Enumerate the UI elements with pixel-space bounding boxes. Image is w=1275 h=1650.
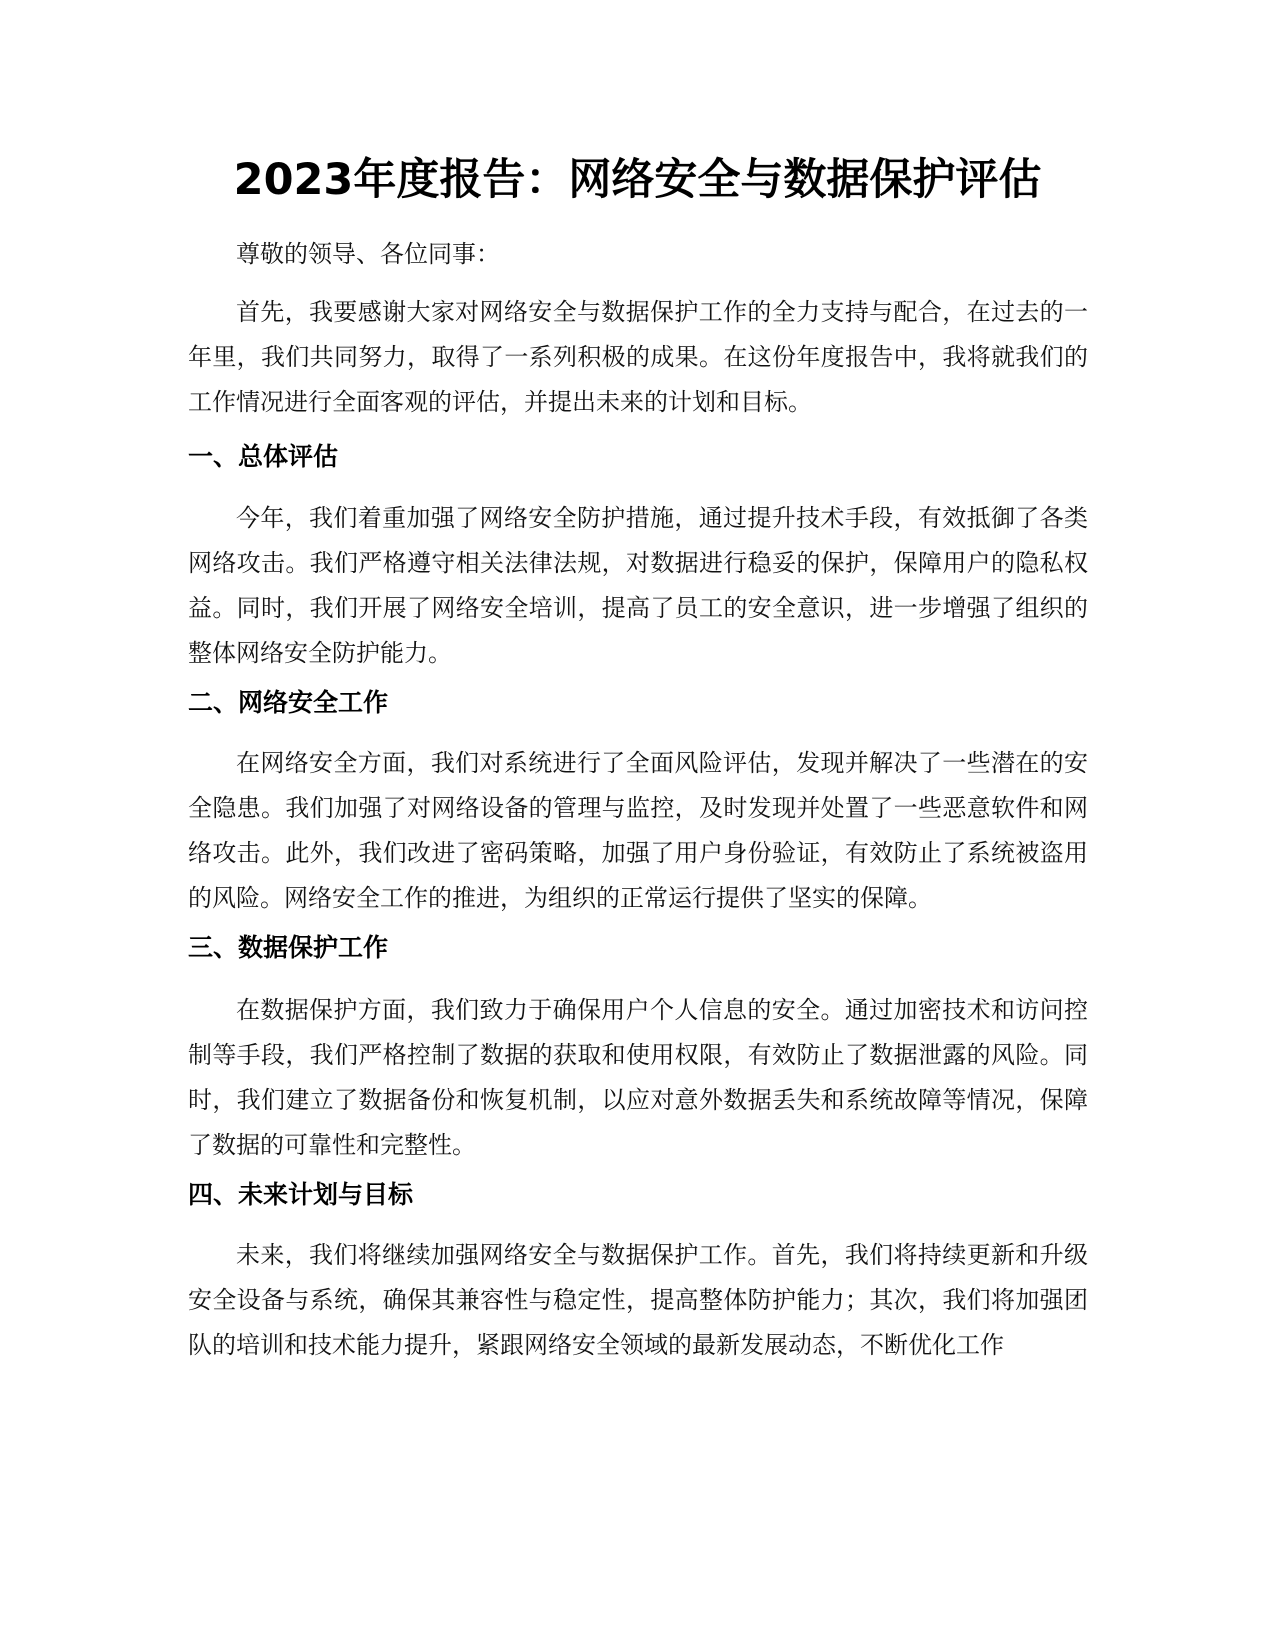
section-heading-overall: 一、总体评估 xyxy=(188,442,339,471)
section-heading-data-protection: 三、数据保护工作 xyxy=(188,933,389,962)
section-text-data-protection: 在数据保护方面，我们致力于确保用户个人信息的安全。通过加密技术和访问控制等手段，我们严格控制了数据的获取和使用权限，有效防止了数据泄露的风险。同时，我们建立了数据备份和恢复机制，以应对意外数据丢失和系统故障等情况，保障了数据的可靠性和完整性。 xyxy=(188,996,1088,1159)
section-text-future-plans: 未来，我们将继续加强网络安全与数据保护工作。首先，我们将持续更新和升级安全设备与系统，确保其兼容性与稳定性，提高整体防护能力；其次，我们将加强团队的培训和技术能力提升，紧跟网络安全领域的最新发展动态，不断优化工作 xyxy=(188,1241,1088,1359)
section-text-overall: 今年，我们着重加强了网络安全防护措施，通过提升技术手段，有效抵御了各类网络攻击。我们严格遵守相关法律法规，对数据进行稳妥的保护，保障用户的隐私权益。同时，我们开展了网络安全培训，提高了员工的安全意识，进一步增强了组织的整体网络安全防护能力。 xyxy=(188,504,1088,667)
section-text-network-security: 在网络安全方面，我们对系统进行了全面风险评估，发现并解决了一些潜在的安全隐患。我们加强了对网络设备的管理与监控，及时发现并处置了一些恶意软件和网络攻击。此外，我们改进了密码策略，加强了用户身份验证，有效防止了系统被盗用的风险。网络安全工作的推进，为组织的正常运行提供了坚实的保障。 xyxy=(188,749,1088,912)
page-title: 2023年度报告：网络安全与数据保护评估 xyxy=(233,155,1042,205)
section-heading-future-plans: 四、未来计划与目标 xyxy=(188,1180,414,1209)
salutation: 尊敬的领导、各位同事： xyxy=(236,240,500,268)
section-heading-network-security: 二、网络安全工作 xyxy=(188,688,389,717)
intro-paragraph: 首先，我要感谢大家对网络安全与数据保护工作的全力支持与配合，在过去的一年里，我们共同努力，取得了一系列积极的成果。在这份年度报告中，我将就我们的工作情况进行全面客观的评估，并提出未来的计划和目标。 xyxy=(188,298,1088,416)
